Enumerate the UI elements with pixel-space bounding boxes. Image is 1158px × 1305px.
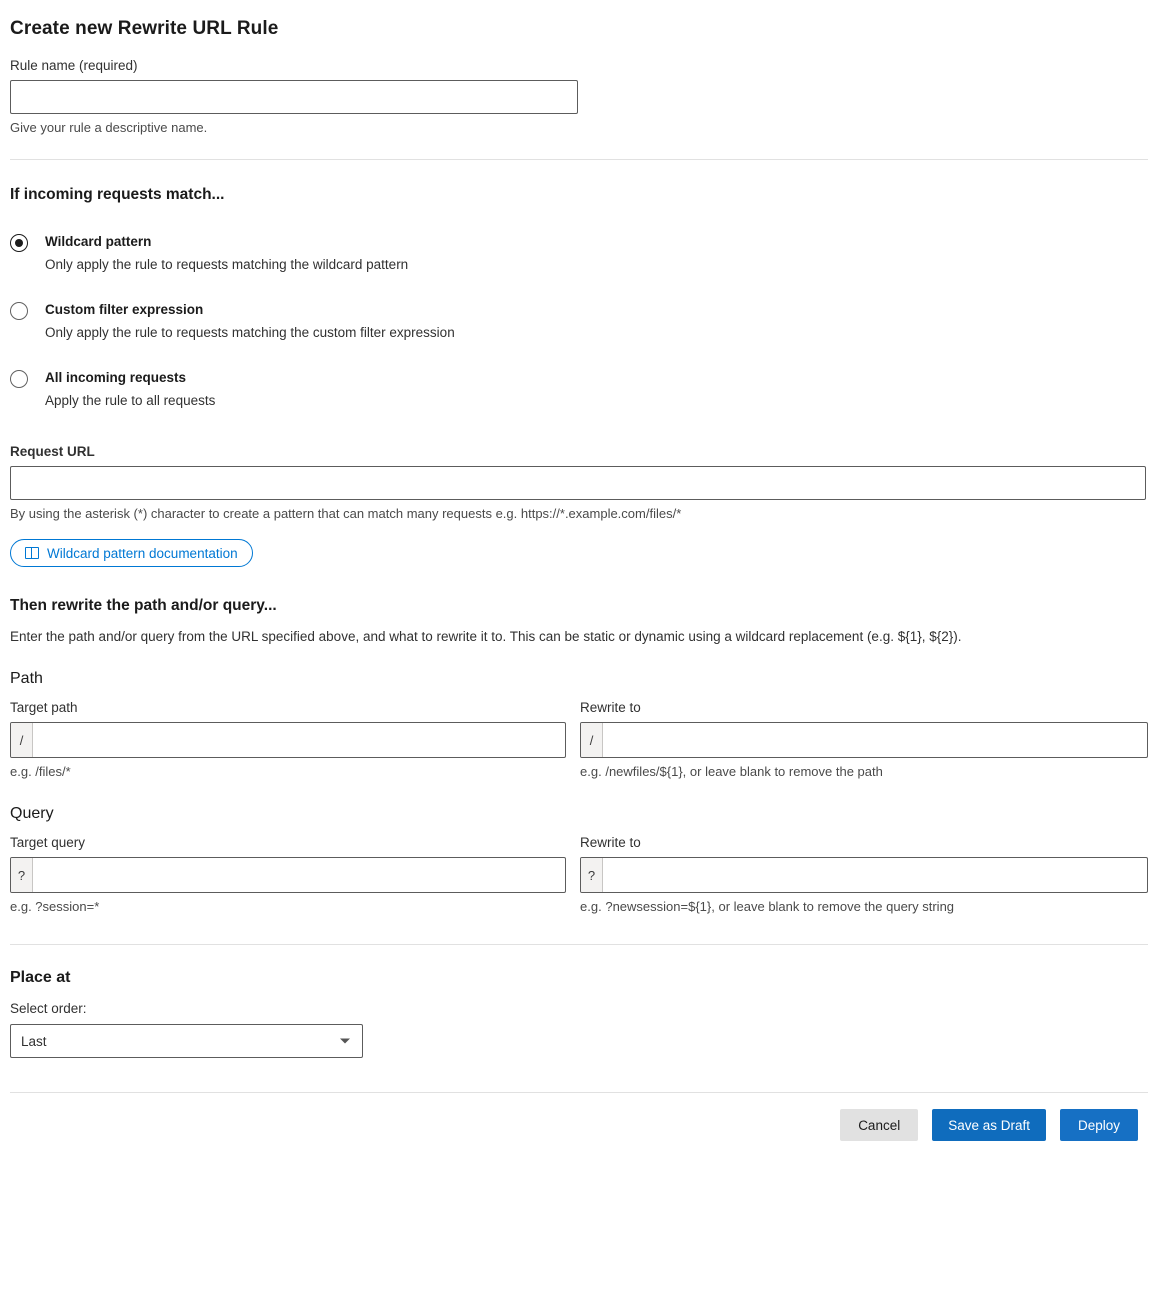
chevron-down-icon[interactable] [340, 1039, 350, 1044]
radio-button-icon[interactable] [10, 302, 28, 320]
radio-option-wildcard-pattern[interactable] [10, 232, 1148, 274]
radio-button-icon[interactable] [10, 234, 28, 252]
query-group-heading: Query [10, 805, 54, 823]
question-mark-prefix-label: ? [581, 858, 603, 892]
radio-option-description: Apply the rule to all requests [45, 392, 216, 408]
target-path-label: Target path [10, 700, 78, 716]
path-group-heading: Path [10, 670, 43, 688]
target-query-input-wrapper[interactable] [10, 857, 566, 893]
target-query-label: Target query [10, 835, 86, 851]
radio-option-all-incoming-requests[interactable] [10, 368, 1148, 410]
select-order-dropdown[interactable] [10, 1024, 363, 1058]
request-url-input[interactable] [10, 466, 1146, 500]
book-icon [25, 547, 39, 559]
path-fields-row [10, 700, 1148, 779]
request-url-label: Request URL [10, 444, 95, 460]
radio-option-label: Wildcard pattern [45, 234, 152, 249]
rewrite-query-input-wrapper[interactable] [580, 857, 1148, 893]
cancel-button[interactable]: Cancel [840, 1109, 918, 1141]
rewrite-path-input-wrapper[interactable] [580, 722, 1148, 758]
divider-top [10, 159, 1148, 160]
radio-option-custom-filter-expression[interactable] [10, 300, 1148, 342]
slash-prefix-label: / [581, 723, 603, 757]
wildcard-pattern-documentation-link[interactable] [10, 539, 253, 567]
rewrite-query-field-group [580, 835, 1148, 914]
query-fields-row [10, 835, 1148, 914]
target-query-field-group [10, 835, 566, 914]
target-path-input-wrapper[interactable] [10, 722, 566, 758]
rule-name-label: Rule name (required) [10, 58, 138, 73]
target-query-hint: e.g. ?session=* [10, 899, 100, 915]
rewrite-path-hint: e.g. /newfiles/${1}, or leave blank to remove the path [580, 764, 883, 780]
request-url-field-group [10, 444, 1148, 567]
deploy-button[interactable]: Deploy [1060, 1109, 1138, 1141]
save-as-draft-button[interactable]: Save as Draft [932, 1109, 1046, 1141]
rule-name-input[interactable] [10, 80, 578, 114]
target-query-input[interactable] [33, 858, 565, 892]
rewrite-section-description: Enter the path and/or query from the URL specified above, and what to rewrite it to. This can be static or dynamic using a wildcard replacement (e.g. ${1}, ${2}). [10, 629, 962, 645]
select-order-value: Last [21, 1033, 47, 1049]
rewrite-path-field-group [580, 700, 1148, 779]
match-section-title: If incoming requests match... [10, 186, 225, 203]
place-at-heading: Place at [10, 969, 71, 987]
radio-option-label: Custom filter expression [45, 302, 204, 318]
radio-option-description: Only apply the rule to requests matching the wildcard pattern [45, 256, 409, 272]
select-order-label: Select order: [10, 1001, 87, 1017]
slash-prefix-label: / [11, 723, 33, 757]
divider-place-at [10, 944, 1148, 945]
request-url-hint: By using the asterisk (*) character to create a pattern that can match many requests e.g. https://*.example.com/files/* [10, 506, 682, 522]
radio-option-label: All incoming requests [45, 370, 187, 386]
rewrite-query-label: Rewrite to [580, 835, 641, 851]
rule-name-hint: Give your rule a descriptive name. [10, 120, 208, 135]
rewrite-path-label: Rewrite to [580, 700, 641, 716]
target-path-hint: e.g. /files/* [10, 764, 71, 780]
radio-option-description: Only apply the rule to requests matching the custom filter expression [45, 324, 455, 340]
question-mark-prefix-label: ? [11, 858, 33, 892]
rewrite-path-input[interactable] [603, 723, 1147, 757]
form-action-bar [10, 1093, 1148, 1159]
doc-link-label: Wildcard pattern documentation [47, 545, 238, 561]
rewrite-section-title: Then rewrite the path and/or query... [10, 597, 277, 615]
rewrite-query-hint: e.g. ?newsession=${1}, or leave blank to remove the query string [580, 899, 955, 915]
match-radio-group [10, 232, 1148, 410]
target-path-field-group [10, 700, 566, 779]
rule-name-field-group [10, 58, 1148, 135]
rewrite-query-input[interactable] [603, 858, 1147, 892]
target-path-input[interactable] [33, 723, 565, 757]
radio-button-icon[interactable] [10, 370, 28, 388]
page-title: Create new Rewrite URL Rule [10, 18, 279, 39]
